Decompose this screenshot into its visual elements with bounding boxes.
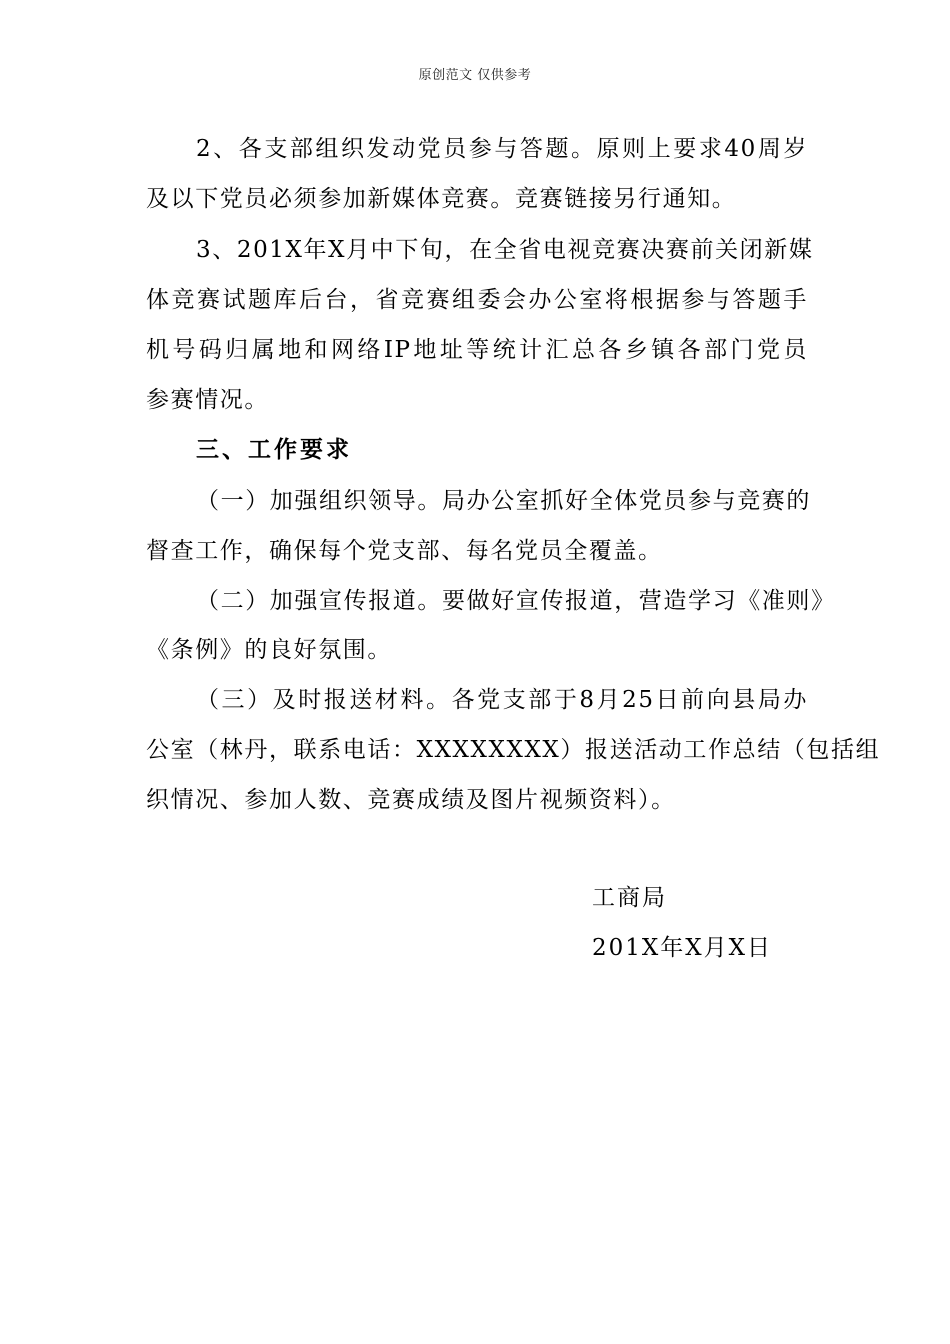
paragraph-3-line-4: 参赛情况。 [146, 387, 269, 413]
item-1-line-2: 督查工作，确保每个党支部、每名党员全覆盖。 [146, 538, 663, 564]
item-3-line-2: 公室（林丹，联系电话：XXXXXXXX）报送活动工作总结（包括组 [146, 737, 881, 763]
item-1-line-1: （一）加强组织领导。局办公室抓好全体党员参与竞赛的 [196, 488, 811, 514]
paragraph-3-line-3: 机号码归属地和网络IP地址等统计汇总各乡镇各部门党员 [146, 337, 808, 363]
item-2-line-1: （二）加强宣传报道。要做好宣传报道，营造学习《准则》 [196, 588, 836, 614]
paragraph-2-line-1: 2、各支部组织发动党员参与答题。原则上要求40周岁 [196, 136, 808, 162]
signature-org: 工商局 [592, 885, 667, 911]
item-3-line-1: （三）及时报送材料。各党支部于8月25日前向县局办 [196, 687, 808, 713]
page-header: 原创范文 仅供参考 [418, 68, 532, 83]
paragraph-3-line-2: 体竞赛试题库后台，省竞赛组委会办公室将根据参与答题手 [146, 287, 808, 313]
item-2-line-2: 《条例》的良好氛围。 [146, 637, 392, 663]
section-heading: 三、工作要求 [196, 436, 352, 463]
paragraph-2-line-2: 及以下党员必须参加新媒体竞赛。竞赛链接另行通知。 [146, 186, 737, 212]
item-3-line-3: 织情况、参加人数、竞赛成绩及图片视频资料）。 [146, 787, 676, 813]
signature-date: 201X年X月X日 [592, 935, 773, 961]
paragraph-3-line-1: 3、201X年X月中下旬，在全省电视竞赛决赛前关闭新媒 [196, 237, 814, 263]
